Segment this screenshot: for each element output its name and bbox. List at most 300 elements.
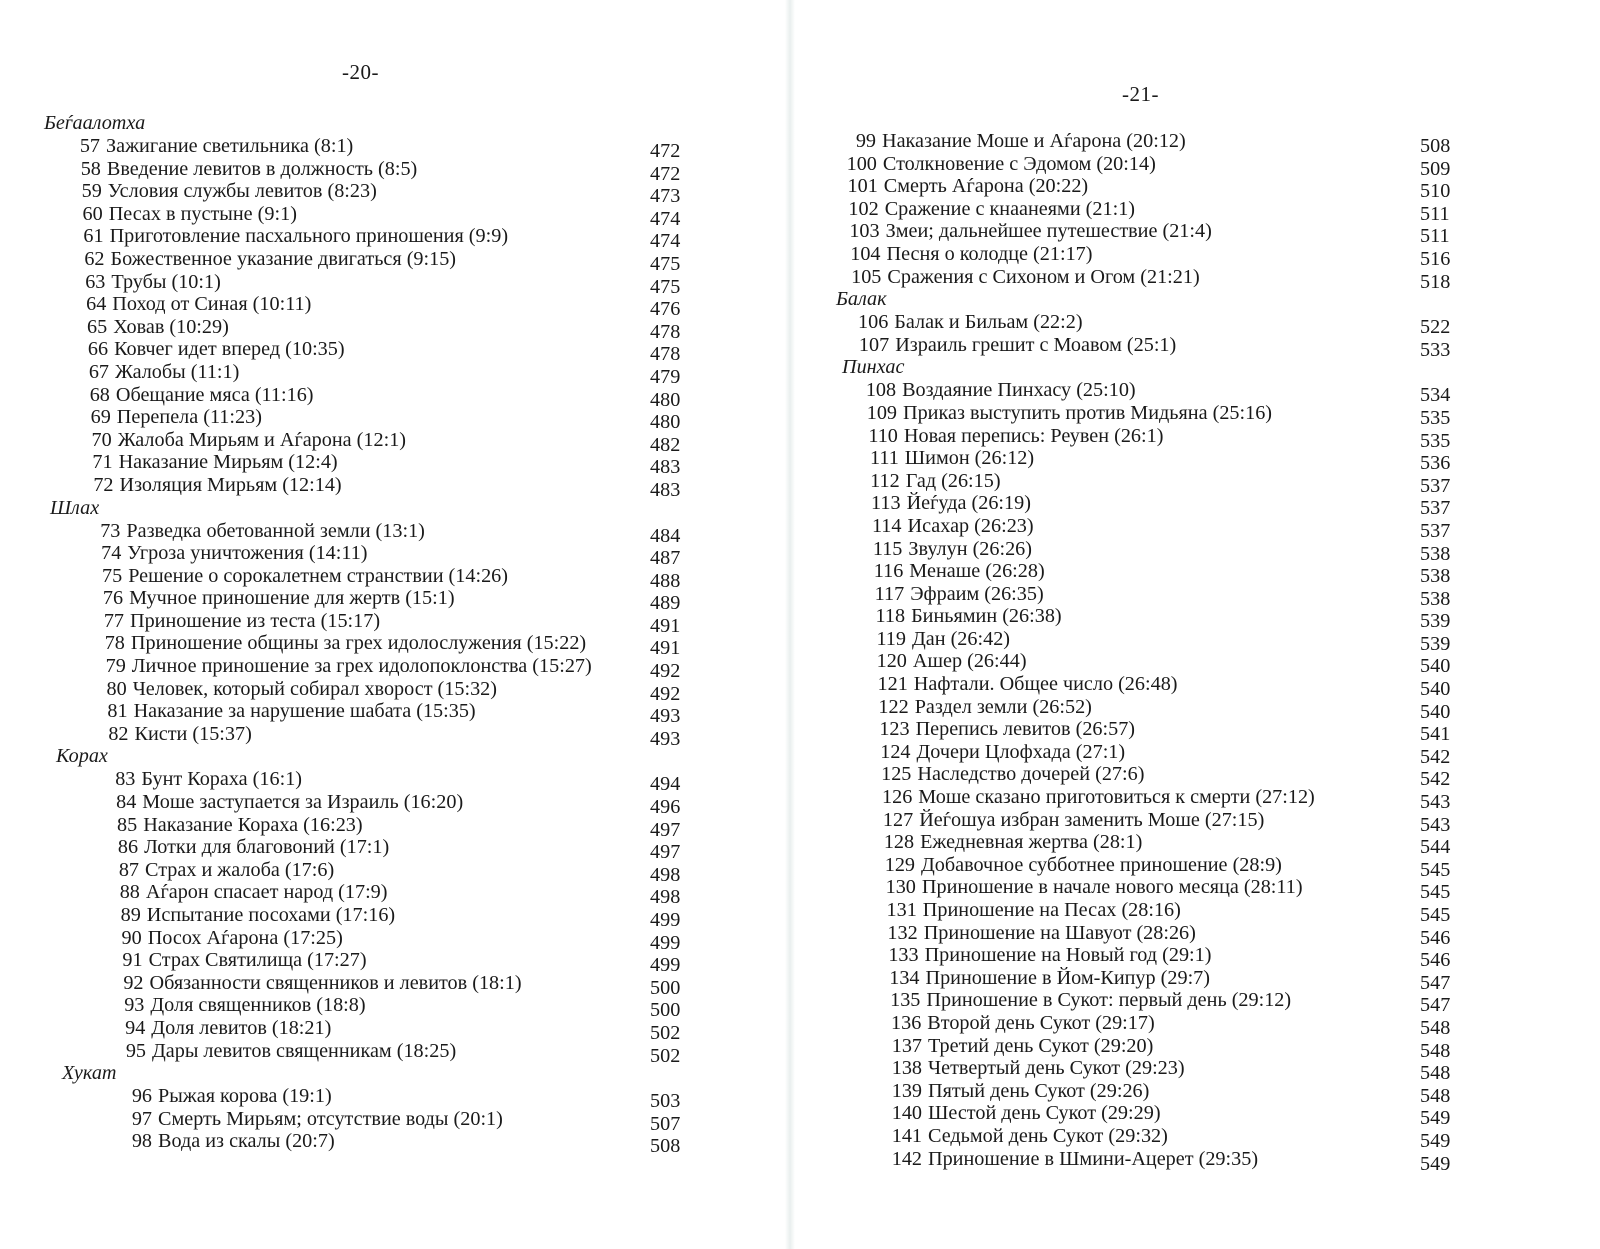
entry-page: 544 [1420, 836, 1451, 859]
toc-entry [830, 1079, 1451, 1107]
entry-number: 116 [873, 560, 904, 583]
entry-page: 479 [650, 365, 681, 388]
entry-page: 502 [650, 1021, 681, 1044]
entry-page: 539 [1420, 632, 1451, 655]
toc-entry [44, 926, 681, 954]
entry-number: 72 [93, 473, 114, 496]
entry-title: Страх и жалоба (17:6) [145, 858, 335, 881]
toc-entry [44, 360, 681, 388]
toc-entry [44, 383, 681, 411]
entry-page: 499 [650, 909, 681, 931]
entry-number: 136 [891, 1011, 922, 1034]
entry-page: 494 [650, 773, 681, 796]
toc-entry [830, 175, 1451, 203]
entry-number: 77 [103, 609, 124, 632]
entry-title: Трубы (10:1) [111, 270, 221, 293]
entry-number: 70 [91, 428, 112, 451]
entry-title: Нафтали. Общее число (26:48) [913, 673, 1178, 696]
entry-number: 95 [125, 1039, 146, 1062]
entry-page: 487 [650, 547, 681, 570]
entry-number: 84 [116, 791, 137, 814]
entry-title: Песня о колодце (21:17) [886, 242, 1093, 265]
entry-title: Ховав (10:29) [113, 315, 229, 338]
toc-entry [830, 265, 1451, 293]
entry-title: Добавочное субботнее приношение (28:9) [921, 853, 1282, 876]
entry-page: 518 [1420, 270, 1451, 293]
toc-entry [830, 650, 1451, 678]
entry-page: 493 [650, 727, 681, 750]
toc-entry [44, 315, 681, 343]
entry-number: 124 [880, 740, 911, 763]
toc-entry [830, 424, 1451, 452]
entry-title: Седьмой день Сукот (29:32) [928, 1124, 1168, 1147]
entry-page: 508 [1420, 135, 1451, 157]
entry-page: 548 [1420, 1016, 1451, 1039]
entry-title: Биньямин (26:38) [911, 605, 1062, 628]
entry-page: 472 [650, 162, 681, 185]
entry-number: 111 [870, 447, 899, 470]
entry-number: 139 [891, 1079, 922, 1102]
entry-number: 80 [106, 677, 127, 700]
entry-number: 82 [108, 722, 129, 745]
entry-page: 474 [650, 207, 681, 230]
entry-number: 107 [858, 333, 890, 356]
entry-title: Условия службы левитов (8:23) [107, 180, 377, 203]
entry-number: 130 [885, 876, 916, 899]
entry-page: 476 [650, 298, 681, 321]
entry-title: Введение левитов в должность (8:5) [106, 157, 418, 180]
entry-title: Приношение в Йом-Кипур (29:7) [925, 966, 1210, 989]
toc-entry [830, 673, 1451, 701]
toc-entry [830, 1124, 1451, 1152]
entry-title: Ковчег идет вперед (10:35) [114, 338, 345, 361]
entry-page: 475 [650, 252, 681, 275]
right-page [790, 0, 1600, 1249]
entry-title: Посох Аѓарона (17:25) [147, 926, 343, 949]
entry-page: 547 [1420, 994, 1451, 1017]
entry-page: 548 [1420, 1062, 1451, 1085]
entry-page: 538 [1420, 587, 1451, 610]
toc-entry [830, 492, 1451, 520]
entry-number: 92 [123, 971, 144, 994]
entry-number: 101 [847, 175, 878, 198]
entry-title: Приношение общины за грех идолослужения (15:22) [130, 632, 587, 655]
entry-number: 134 [889, 966, 920, 989]
entry-number: 62 [84, 247, 105, 270]
entry-page: 483 [650, 478, 681, 501]
entry-number: 129 [884, 853, 915, 876]
toc-entry [830, 447, 1451, 475]
entry-title: Страх Святилища (17:27) [148, 949, 367, 972]
entry-number: 114 [871, 514, 902, 537]
entry-page: 497 [650, 818, 681, 841]
toc-entry [830, 1011, 1451, 1039]
toc-entry [44, 542, 681, 570]
entry-number: 64 [86, 293, 107, 316]
entry-title: Шимон (26:12) [904, 447, 1035, 470]
toc-entry [44, 768, 681, 796]
entry-title: Шестой день Сукот (29:29) [928, 1102, 1161, 1125]
entry-page: 491 [650, 637, 681, 660]
entry-page: 493 [650, 705, 681, 728]
entry-page: 546 [1420, 926, 1451, 949]
entry-number: 68 [89, 383, 110, 406]
toc-entry [830, 853, 1451, 881]
entry-page: 483 [650, 456, 681, 479]
entry-page: 543 [1420, 791, 1451, 814]
entry-title: Угроза уничтожения (14:11) [127, 542, 368, 565]
entry-number: 106 [858, 311, 889, 334]
left-page [0, 0, 790, 1249]
entry-title: Приношение в начале нового месяца (28:11) [921, 876, 1303, 899]
entry-page: 540 [1420, 700, 1451, 723]
toc-entry [44, 473, 681, 501]
entry-number: 137 [891, 1034, 922, 1057]
entry-title: Моше сказано приготовиться к смерти (27:12) [918, 786, 1315, 809]
entry-title: Песах в пустыне (9:1) [108, 202, 297, 225]
entry-number: 110 [868, 424, 898, 447]
toc-entry [44, 813, 681, 841]
entry-title: Мучное приношение для жертв (15:1) [129, 587, 455, 610]
toc-entry [44, 406, 681, 434]
entry-title: Наследство дочерей (27:6) [917, 763, 1145, 786]
toc-entry [44, 722, 681, 750]
entry-page: 537 [1420, 519, 1451, 542]
entry-page: 507 [650, 1112, 681, 1135]
entry-title: Звулун (26:26) [908, 537, 1032, 560]
entry-page: 492 [650, 682, 681, 705]
entry-page: 478 [650, 343, 681, 366]
entry-page: 500 [650, 976, 681, 999]
entry-title: Наказание Кораха (16:23) [143, 813, 363, 836]
toc-entry [830, 242, 1451, 270]
entry-number: 97 [131, 1107, 152, 1130]
toc-entry [830, 1034, 1451, 1062]
entry-title: Воздаяние Пинхасу (25:10) [902, 379, 1136, 402]
entry-number: 91 [122, 949, 143, 972]
entry-title: Сражения с Сихоном и Огом (21:21) [887, 265, 1200, 288]
entry-page: 541 [1420, 723, 1451, 746]
entry-page: 542 [1420, 745, 1451, 768]
entry-page: 503 [650, 1090, 681, 1113]
entry-number: 102 [848, 197, 879, 220]
toc-entry [830, 718, 1451, 746]
entry-title: Столкновение с Эдомом (20:14) [882, 152, 1156, 175]
entry-title: Обещание мяса (11:16) [115, 383, 314, 406]
entry-page: 546 [1420, 949, 1451, 972]
toc-entry [830, 514, 1451, 542]
toc-entry [44, 904, 681, 931]
toc-entry [44, 858, 681, 886]
entry-title: Божественное указание двигаться (9:15) [110, 247, 457, 270]
entry-title: Йеѓуда (26:19) [906, 492, 1031, 515]
toc-entry [44, 587, 681, 615]
entry-number: 125 [881, 763, 912, 786]
entry-number: 60 [82, 202, 103, 225]
entry-title: Эфраим (26:35) [910, 582, 1044, 605]
entry-page: 533 [1420, 338, 1451, 361]
entry-title: Третий день Сукот (29:20) [928, 1034, 1154, 1057]
entry-title: Второй день Сукот (29:17) [927, 1011, 1155, 1034]
entry-number: 94 [125, 1016, 146, 1039]
entry-page: 482 [650, 433, 681, 456]
toc-entry [44, 225, 681, 253]
entry-title: Новая перепись: Реувен (26:1) [903, 424, 1164, 447]
toc-entry [830, 989, 1451, 1017]
entry-title: Наказание за нарушение шабата (15:35) [133, 700, 476, 723]
entry-number: 123 [879, 718, 910, 741]
entry-number: 112 [870, 469, 900, 492]
entry-number: 78 [104, 632, 125, 655]
toc-entry [830, 763, 1451, 791]
toc-entry [44, 338, 681, 366]
section-heading: Балак [836, 288, 887, 311]
toc-entry [830, 1102, 1451, 1130]
entry-number: 66 [87, 338, 109, 361]
toc-entry [830, 379, 1451, 407]
entry-page: 509 [1420, 157, 1451, 180]
entry-number: 132 [887, 921, 918, 944]
toc-entry [830, 695, 1451, 723]
entry-title: Ежедневная жертва (28:1) [920, 831, 1143, 854]
entry-page: 516 [1420, 247, 1451, 270]
toc-entry [44, 157, 681, 185]
entry-number: 83 [115, 768, 136, 791]
entry-page: 499 [650, 931, 681, 954]
entry-title: Приношение на Песах (28:16) [922, 899, 1181, 921]
toc-entry [830, 220, 1450, 248]
entry-title: Рыжая корова (19:1) [158, 1085, 332, 1108]
table-of-contents [830, 130, 1451, 1175]
entry-title: Приготовление пасхального приношения (9:9) [109, 225, 509, 248]
section-heading: Беѓаалотха [44, 112, 146, 134]
toc-entry [44, 700, 681, 728]
toc-entry [830, 197, 1450, 225]
entry-title: Жалобы (11:1) [115, 360, 240, 383]
entry-number: 59 [81, 180, 102, 203]
entry-page: 545 [1420, 881, 1451, 904]
entry-title: Приказ выступить против Мидьяна (25:16) [903, 401, 1273, 424]
entry-number: 99 [855, 130, 876, 152]
entry-number: 122 [878, 695, 909, 718]
entry-number: 79 [105, 655, 126, 678]
entry-title: Приношение на Новый год (29:1) [924, 944, 1212, 967]
entry-page: 497 [650, 841, 681, 864]
entry-number: 81 [107, 700, 128, 723]
entry-number: 127 [882, 808, 914, 831]
toc-entry [44, 1130, 681, 1158]
entry-number: 98 [131, 1130, 152, 1153]
entry-number: 89 [120, 904, 141, 926]
entry-page: 484 [650, 524, 681, 547]
section-heading: Хукат [62, 1062, 117, 1085]
entry-page: 540 [1420, 655, 1451, 678]
page-number: -21- [1122, 82, 1159, 106]
entry-title: Приношение из теста (15:17) [130, 609, 381, 632]
entry-number: 118 [875, 605, 906, 628]
toc-entry [830, 740, 1451, 768]
entry-number: 140 [891, 1102, 922, 1125]
entry-page: 549 [1420, 1152, 1451, 1175]
entry-page: 535 [1420, 429, 1451, 452]
toc-entry [830, 966, 1451, 994]
toc-entry [830, 605, 1451, 633]
toc-entry [44, 881, 681, 909]
toc-entry [830, 831, 1451, 859]
entry-number: 131 [886, 899, 917, 921]
entry-title: Личное приношение за грех идолопоклонства (15:27) [131, 655, 592, 678]
toc-entry [44, 519, 681, 547]
entry-number: 121 [877, 673, 908, 696]
entry-title: Испытание посохами (17:16) [146, 904, 396, 926]
toc-entry [44, 1085, 681, 1113]
entry-number: 117 [874, 582, 905, 605]
toc-entry [44, 135, 681, 162]
entry-title: Ашер (26:44) [912, 650, 1027, 673]
entry-title: Разведка обетованной земли (13:1) [126, 519, 425, 542]
toc-entry [830, 1147, 1451, 1175]
entry-page: 474 [650, 230, 681, 253]
entry-page: 498 [650, 863, 681, 886]
entry-number: 58 [80, 157, 101, 180]
entry-title: Балак и Бильам (22:2) [894, 311, 1083, 334]
section-heading: Пинхас [842, 356, 905, 379]
entry-title: Менаше (26:28) [909, 560, 1045, 583]
entry-title: Перепись левитов (26:57) [915, 718, 1136, 741]
entry-number: 135 [890, 989, 921, 1012]
toc-entry [830, 401, 1451, 429]
entry-number: 63 [85, 270, 106, 293]
entry-page: 511 [1420, 202, 1450, 225]
entry-number: 138 [891, 1057, 922, 1080]
entry-number: 103 [849, 220, 880, 243]
entry-number: 73 [100, 519, 121, 542]
entry-title: Поход от Синая (10:11) [112, 293, 312, 316]
toc-entry [44, 994, 681, 1022]
entry-page: 540 [1420, 678, 1451, 701]
toc-entry [44, 1016, 681, 1044]
toc-entry [44, 564, 681, 592]
entry-number: 74 [101, 542, 122, 565]
entry-title: Гад (26:15) [905, 469, 1001, 492]
entry-number: 88 [119, 881, 140, 904]
toc-entry [830, 130, 1451, 157]
entry-number: 119 [876, 627, 906, 650]
toc-entry [830, 560, 1451, 588]
entry-page: 502 [650, 1044, 681, 1067]
entry-title: Моше заступается за Израиль (16:20) [142, 791, 464, 814]
entry-number: 61 [83, 225, 104, 248]
entry-title: Раздел земли (26:52) [914, 695, 1092, 718]
entry-number: 57 [79, 135, 100, 157]
entry-title: Смерть Аѓарона (20:22) [883, 175, 1089, 198]
toc-entry [44, 451, 681, 479]
entry-page: 475 [650, 275, 681, 298]
entry-page: 510 [1420, 180, 1451, 203]
toc-entry [44, 1039, 681, 1067]
toc-entry [830, 333, 1451, 361]
entry-title: Дан (26:42) [912, 627, 1011, 650]
entry-title: Решение о сорокалетнем странствии (14:26) [128, 564, 508, 587]
toc-entry [830, 469, 1451, 497]
entry-title: Лотки для благовоний (17:1) [144, 836, 390, 859]
toc-entry [44, 632, 681, 660]
entry-title: Смерть Мирьям; отсутствие воды (20:1) [158, 1107, 503, 1130]
entry-title: Доля левитов (18:21) [151, 1016, 332, 1039]
entry-page: 549 [1420, 1129, 1451, 1152]
toc-entry [830, 944, 1451, 972]
entry-page: 548 [1420, 1039, 1451, 1062]
entry-title: Приношение в Шмини-Ацерет (29:35) [928, 1147, 1259, 1170]
entry-page: 511 [1420, 225, 1450, 248]
entry-number: 67 [88, 360, 109, 383]
entry-title: Доля священников (18:8) [150, 994, 366, 1017]
toc-entry [44, 836, 681, 864]
toc-entry [44, 247, 681, 275]
entry-page: 498 [650, 886, 681, 909]
toc-entry [44, 655, 681, 683]
entry-title: Зажигание светильника (8:1) [106, 135, 354, 157]
entry-title: Бунт Кораха (16:1) [141, 768, 303, 791]
entry-title: Вода из скалы (20:7) [158, 1130, 335, 1153]
table-of-contents [44, 112, 681, 1158]
entry-page: 522 [1420, 316, 1451, 339]
entry-page: 543 [1420, 813, 1451, 836]
toc-entry [830, 1057, 1451, 1085]
entry-page: 496 [650, 796, 681, 819]
toc-entry [830, 808, 1451, 836]
page-number: -20- [342, 60, 379, 84]
entry-title: Приношение в Сукот: первый день (29:12) [926, 989, 1292, 1012]
entry-title: Жалоба Мирьям и Аѓарона (12:1) [117, 428, 407, 451]
entry-number: 96 [131, 1085, 152, 1108]
toc-entry [44, 677, 681, 705]
entry-page: 508 [650, 1135, 681, 1158]
toc-entry [44, 180, 681, 208]
entry-title: Четвертый день Сукот (29:23) [928, 1057, 1185, 1080]
entry-title: Сражение с кнаанеями (21:1) [884, 197, 1136, 220]
entry-title: Обязанности священников и левитов (18:1) [149, 971, 522, 994]
toc-entry [44, 971, 681, 999]
toc-entry [44, 791, 681, 819]
entry-page: 539 [1420, 610, 1451, 633]
entry-number: 133 [888, 944, 919, 967]
entry-number: 86 [117, 836, 139, 859]
entry-page: 492 [650, 660, 681, 683]
entry-title: Перепела (11:23) [116, 406, 262, 429]
entry-page: 489 [650, 592, 681, 615]
entry-page: 480 [650, 411, 681, 434]
toc-entry [44, 949, 681, 977]
entry-page: 549 [1420, 1107, 1451, 1130]
entry-number: 90 [121, 926, 142, 949]
toc-entry [44, 1107, 681, 1135]
entry-page: 473 [650, 185, 681, 208]
entry-number: 108 [865, 379, 897, 402]
toc-entry [44, 609, 681, 637]
entry-number: 120 [876, 650, 907, 673]
entry-page: 538 [1420, 565, 1451, 588]
entry-number: 128 [883, 831, 915, 854]
entry-page: 537 [1420, 497, 1451, 520]
toc-entry [830, 899, 1451, 926]
entry-number: 142 [891, 1147, 922, 1170]
entry-title: Наказание Мирьям (12:4) [118, 451, 338, 474]
entry-page: 545 [1420, 858, 1451, 881]
toc-entry [830, 537, 1451, 565]
entry-title: Наказание Моше и Аѓарона (20:12) [882, 130, 1186, 152]
entry-number: 109 [866, 401, 897, 424]
